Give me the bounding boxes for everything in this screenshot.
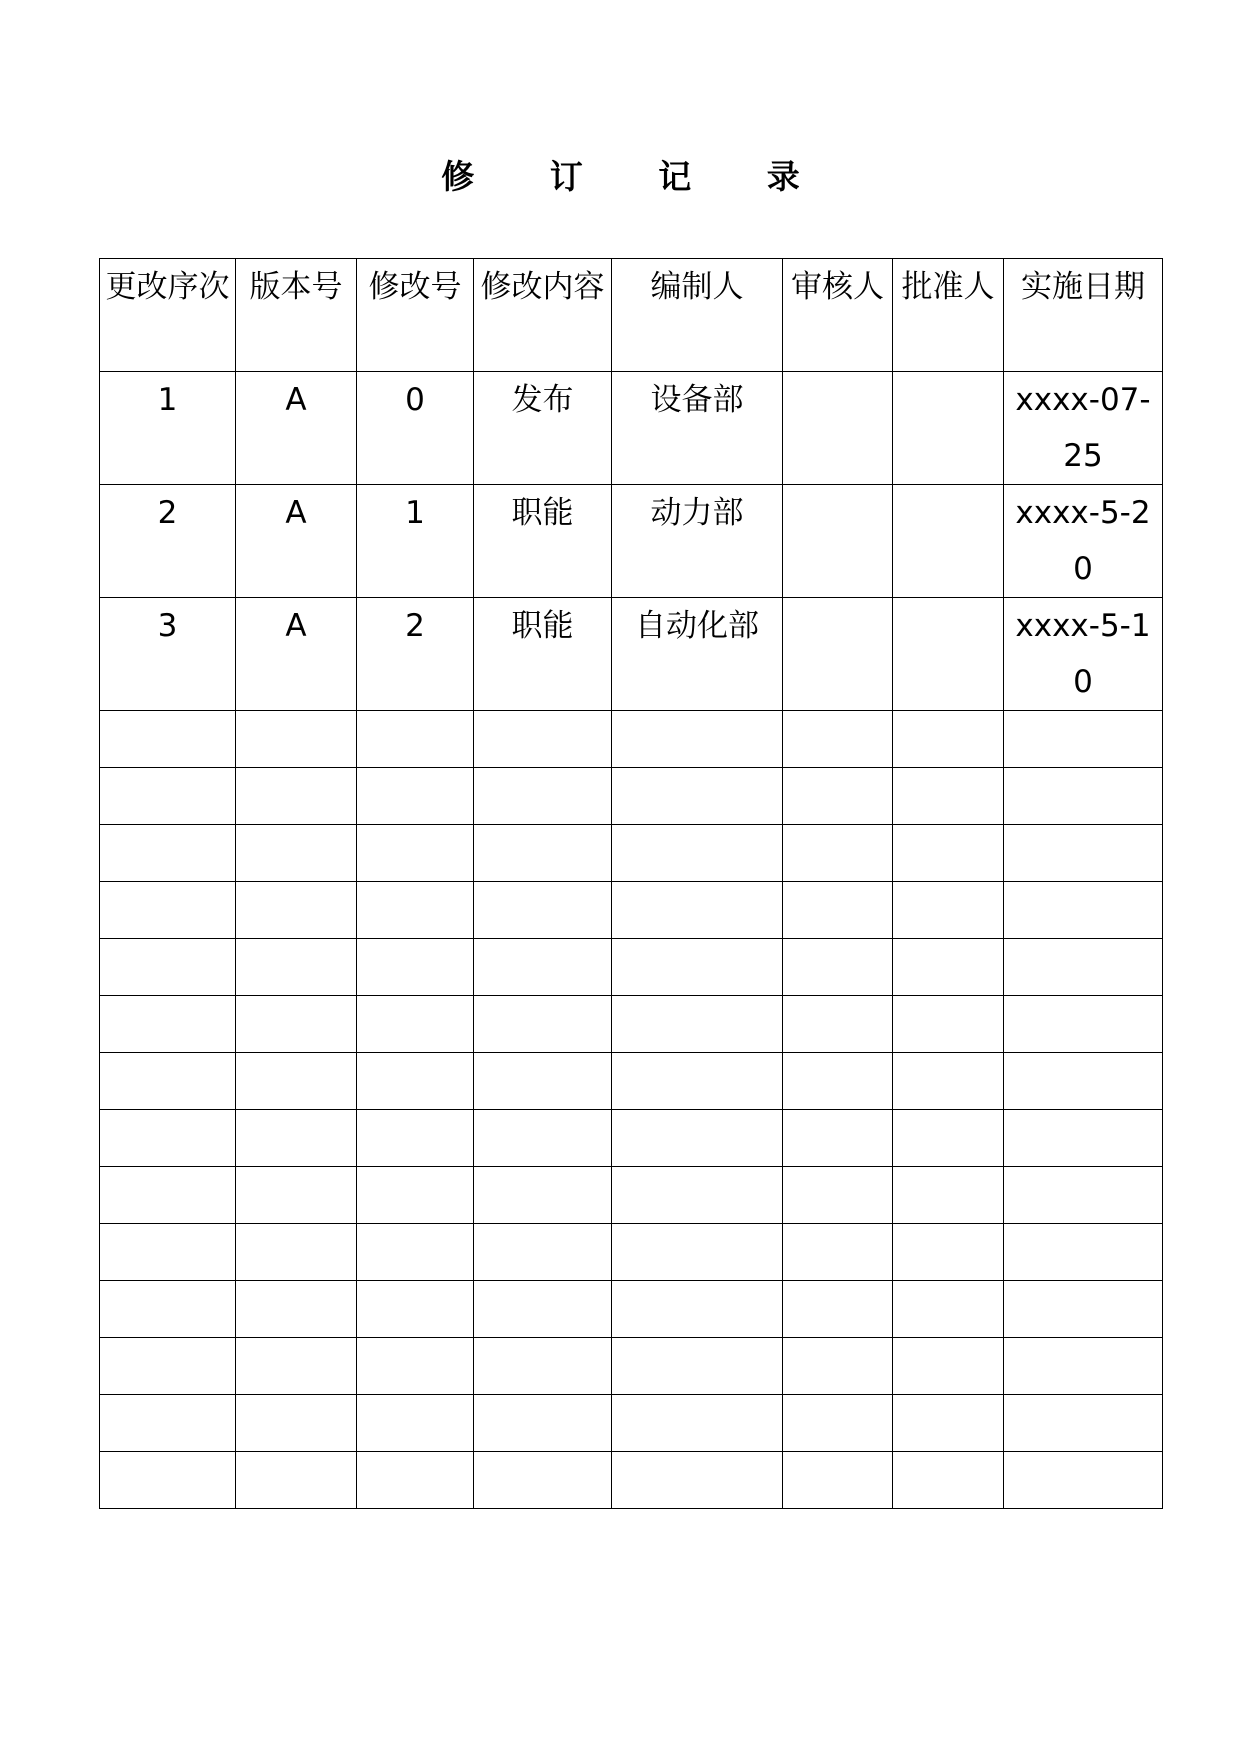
empty-table-cell	[1004, 1452, 1163, 1509]
table-row	[100, 372, 1163, 485]
empty-table-cell	[612, 1110, 783, 1167]
empty-table-cell	[474, 1110, 612, 1167]
empty-table-cell	[474, 768, 612, 825]
page-title: 修 订 记 录	[441, 157, 832, 196]
empty-table-row	[100, 711, 1163, 768]
table-cell: 发布	[474, 372, 612, 485]
empty-table-cell	[100, 1053, 236, 1110]
table-row	[100, 485, 1163, 598]
empty-table-cell	[357, 1281, 474, 1338]
empty-table-cell	[357, 1110, 474, 1167]
empty-table-cell	[612, 882, 783, 939]
empty-table-cell	[1004, 825, 1163, 882]
empty-table-cell	[100, 825, 236, 882]
empty-table-cell	[612, 1281, 783, 1338]
empty-table-cell	[236, 1338, 357, 1395]
empty-table-cell	[893, 1338, 1004, 1395]
empty-table-cell	[893, 1167, 1004, 1224]
empty-table-row	[100, 1053, 1163, 1110]
empty-table-cell	[236, 1167, 357, 1224]
header-cell-effective-date: 实施日期	[1004, 259, 1163, 372]
table-cell	[893, 372, 1004, 485]
table-cell: 职能	[474, 598, 612, 711]
table-cell	[893, 485, 1004, 598]
empty-table-cell	[100, 1338, 236, 1395]
empty-table-cell	[236, 882, 357, 939]
table-cell: xxxx-5-10	[1004, 598, 1163, 711]
table-cell: 0	[357, 372, 474, 485]
table-cell	[783, 372, 893, 485]
empty-table-cell	[783, 939, 893, 996]
empty-table-cell	[893, 1452, 1004, 1509]
empty-table-row	[100, 1452, 1163, 1509]
empty-table-cell	[474, 996, 612, 1053]
empty-table-cell	[612, 1338, 783, 1395]
empty-table-row	[100, 1338, 1163, 1395]
empty-table-cell	[1004, 996, 1163, 1053]
empty-table-row	[100, 1224, 1163, 1281]
table-cell	[783, 485, 893, 598]
table-cell: xxxx-07-25	[1004, 372, 1163, 485]
table-cell: 1	[357, 485, 474, 598]
empty-table-cell	[357, 768, 474, 825]
empty-table-cell	[474, 882, 612, 939]
empty-table-cell	[1004, 1338, 1163, 1395]
empty-table-cell	[1004, 1167, 1163, 1224]
empty-table-cell	[357, 996, 474, 1053]
empty-table-cell	[893, 1110, 1004, 1167]
empty-table-cell	[893, 768, 1004, 825]
header-cell-reviewed-by: 审核人	[783, 259, 893, 372]
empty-table-cell	[100, 996, 236, 1053]
table-cell: xxxx-5-20	[1004, 485, 1163, 598]
empty-table-cell	[236, 768, 357, 825]
empty-table-cell	[357, 1224, 474, 1281]
empty-table-row	[100, 1281, 1163, 1338]
empty-table-cell	[474, 711, 612, 768]
empty-table-cell	[357, 1167, 474, 1224]
empty-table-cell	[474, 1167, 612, 1224]
empty-table-cell	[100, 1452, 236, 1509]
table-row	[100, 598, 1163, 711]
empty-table-cell	[612, 711, 783, 768]
table-cell: A	[236, 372, 357, 485]
header-cell-approved-by: 批准人	[893, 259, 1004, 372]
empty-table-cell	[893, 882, 1004, 939]
revision-table	[99, 258, 1163, 1509]
empty-table-cell	[357, 1452, 474, 1509]
empty-table-cell	[783, 1110, 893, 1167]
empty-table-cell	[236, 711, 357, 768]
empty-table-cell	[893, 825, 1004, 882]
empty-table-cell	[100, 882, 236, 939]
empty-table-cell	[783, 996, 893, 1053]
table-cell: A	[236, 485, 357, 598]
empty-table-cell	[612, 1167, 783, 1224]
empty-table-cell	[783, 1167, 893, 1224]
header-cell-revision-content: 修改内容	[474, 259, 612, 372]
empty-table-cell	[474, 1338, 612, 1395]
table-cell: 3	[100, 598, 236, 711]
empty-table-cell	[893, 1281, 1004, 1338]
empty-table-cell	[783, 1053, 893, 1110]
empty-table-cell	[357, 1338, 474, 1395]
empty-table-cell	[612, 825, 783, 882]
empty-table-cell	[893, 711, 1004, 768]
empty-table-cell	[474, 825, 612, 882]
empty-table-cell	[236, 1053, 357, 1110]
empty-table-cell	[1004, 1053, 1163, 1110]
header-cell-change-sequence: 更改序次	[100, 259, 236, 372]
table-cell: 1	[100, 372, 236, 485]
empty-table-cell	[236, 939, 357, 996]
empty-table-cell	[100, 768, 236, 825]
empty-table-cell	[357, 939, 474, 996]
table-cell	[783, 598, 893, 711]
empty-table-cell	[783, 768, 893, 825]
empty-table-cell	[236, 1395, 357, 1452]
empty-table-cell	[100, 1281, 236, 1338]
header-cell-version: 版本号	[236, 259, 357, 372]
table-cell: 动力部	[612, 485, 783, 598]
empty-table-cell	[1004, 1110, 1163, 1167]
empty-table-cell	[783, 1224, 893, 1281]
empty-table-cell	[893, 1053, 1004, 1110]
table-cell: 设备部	[612, 372, 783, 485]
empty-table-cell	[100, 1110, 236, 1167]
empty-table-cell	[357, 882, 474, 939]
empty-table-cell	[100, 1224, 236, 1281]
table-header-row	[100, 259, 1163, 372]
empty-table-cell	[783, 1338, 893, 1395]
empty-table-cell	[357, 1395, 474, 1452]
table-cell: 2	[357, 598, 474, 711]
table-cell	[893, 598, 1004, 711]
empty-table-cell	[893, 1224, 1004, 1281]
empty-table-row	[100, 825, 1163, 882]
empty-table-cell	[893, 996, 1004, 1053]
empty-table-cell	[893, 1395, 1004, 1452]
empty-table-cell	[783, 825, 893, 882]
empty-table-row	[100, 996, 1163, 1053]
empty-table-cell	[100, 1167, 236, 1224]
empty-table-cell	[236, 1224, 357, 1281]
empty-table-cell	[357, 1053, 474, 1110]
empty-table-cell	[236, 825, 357, 882]
empty-table-cell	[1004, 939, 1163, 996]
empty-table-cell	[612, 1053, 783, 1110]
empty-table-row	[100, 1167, 1163, 1224]
empty-table-cell	[1004, 1395, 1163, 1452]
empty-table-cell	[612, 939, 783, 996]
empty-table-cell	[236, 1110, 357, 1167]
empty-table-cell	[783, 1281, 893, 1338]
empty-table-cell	[100, 711, 236, 768]
header-cell-revision-number: 修改号	[357, 259, 474, 372]
empty-table-cell	[1004, 1224, 1163, 1281]
empty-table-row	[100, 1110, 1163, 1167]
empty-table-cell	[357, 825, 474, 882]
empty-table-cell	[612, 996, 783, 1053]
empty-table-cell	[236, 996, 357, 1053]
header-cell-prepared-by: 编制人	[612, 259, 783, 372]
table-cell: 自动化部	[612, 598, 783, 711]
table-cell: 职能	[474, 485, 612, 598]
empty-table-cell	[1004, 882, 1163, 939]
empty-table-cell	[783, 1395, 893, 1452]
empty-table-cell	[474, 1395, 612, 1452]
empty-table-cell	[783, 711, 893, 768]
empty-table-cell	[474, 1452, 612, 1509]
empty-table-cell	[474, 1281, 612, 1338]
empty-table-cell	[783, 882, 893, 939]
empty-table-cell	[474, 1053, 612, 1110]
empty-table-cell	[612, 1224, 783, 1281]
empty-table-cell	[783, 1452, 893, 1509]
empty-table-cell	[893, 939, 1004, 996]
empty-table-cell	[1004, 711, 1163, 768]
empty-table-cell	[474, 1224, 612, 1281]
empty-table-cell	[236, 1281, 357, 1338]
empty-table-cell	[612, 768, 783, 825]
empty-table-cell	[236, 1452, 357, 1509]
empty-table-cell	[612, 1395, 783, 1452]
empty-table-row	[100, 1395, 1163, 1452]
table-cell: A	[236, 598, 357, 711]
empty-table-row	[100, 939, 1163, 996]
empty-table-cell	[1004, 1281, 1163, 1338]
table-cell: 2	[100, 485, 236, 598]
empty-table-row	[100, 882, 1163, 939]
empty-table-cell	[100, 1395, 236, 1452]
empty-table-row	[100, 768, 1163, 825]
empty-table-cell	[100, 939, 236, 996]
empty-table-cell	[1004, 768, 1163, 825]
empty-table-cell	[612, 1452, 783, 1509]
empty-table-cell	[474, 939, 612, 996]
empty-table-cell	[357, 711, 474, 768]
